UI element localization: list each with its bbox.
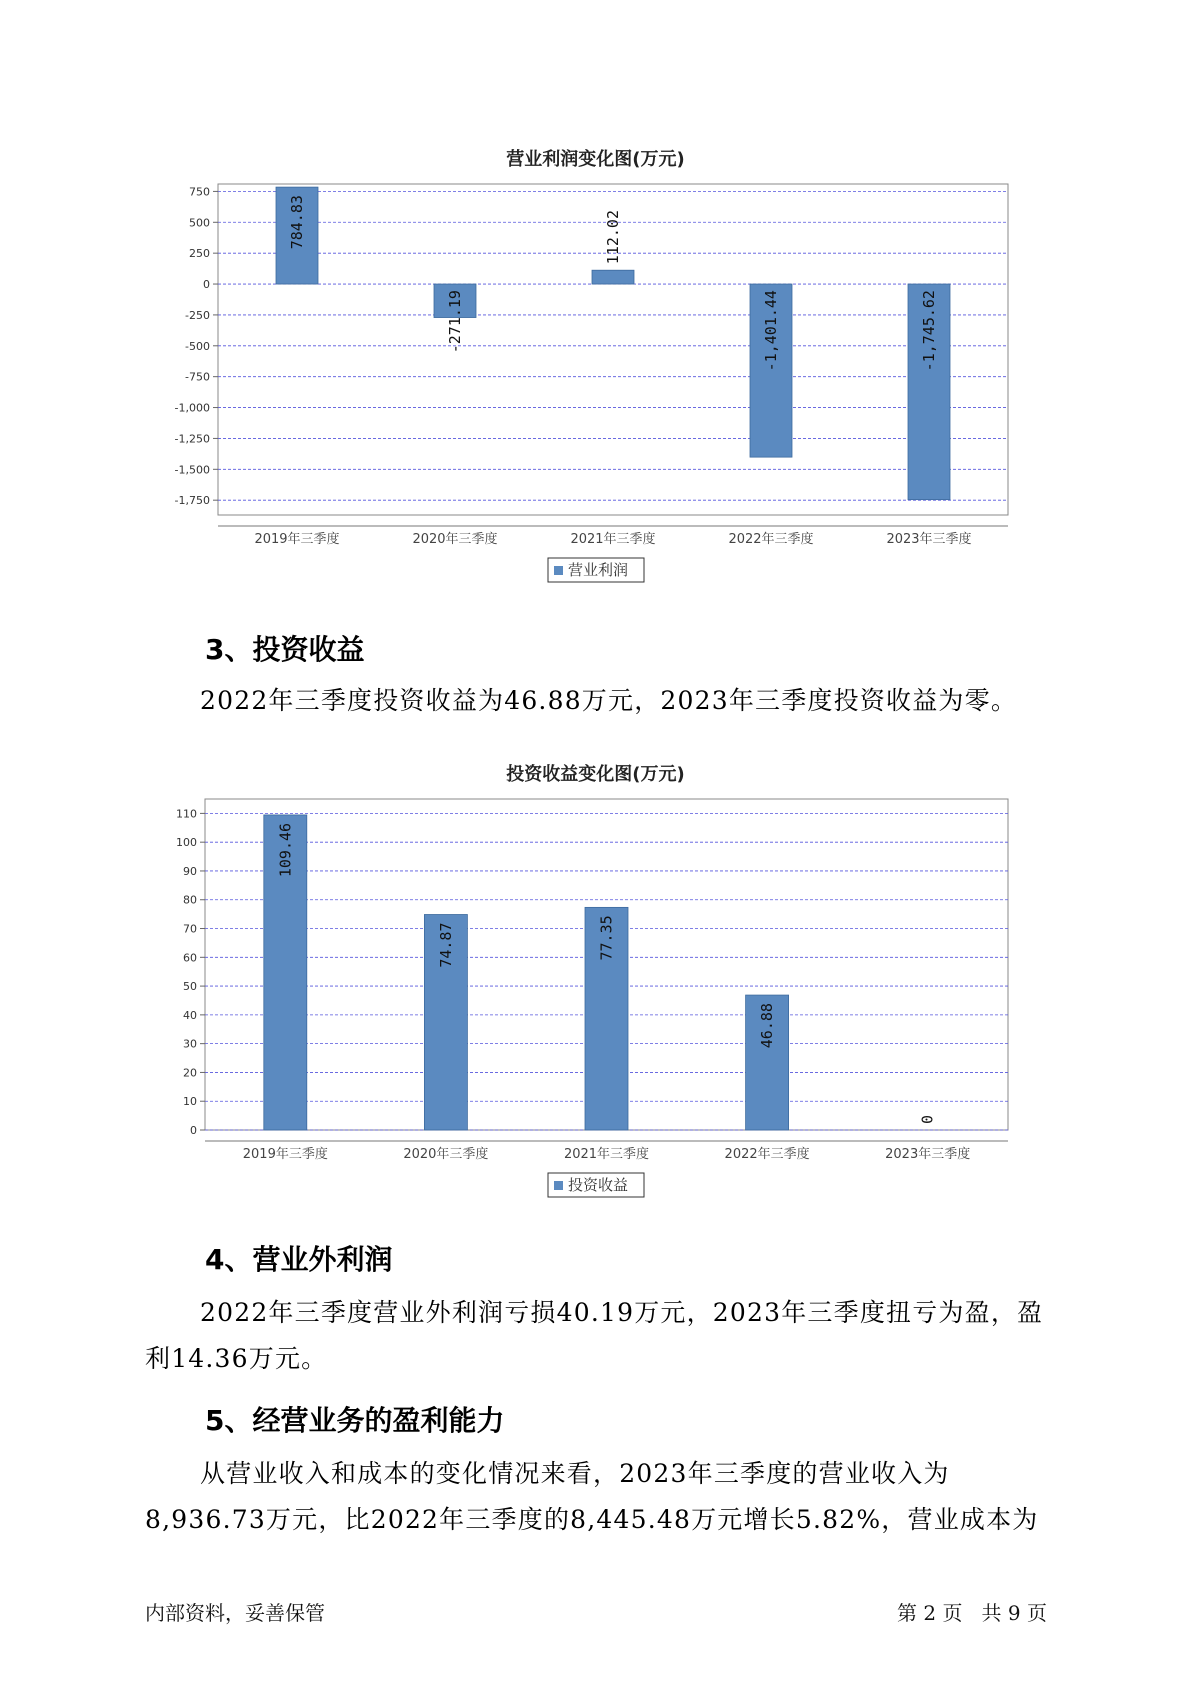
operating-profit-chart (0, 170, 1191, 590)
data-label-group (762, 290, 780, 371)
y-tick-label: 10 (183, 1095, 197, 1109)
section-heading-investment-income: 3、投资收益 (205, 633, 365, 666)
data-label: 74.87 (436, 922, 455, 968)
legend-label: 投资收益 (568, 1176, 629, 1194)
x-category-label: 2019年三季度 (242, 1147, 328, 1162)
x-category-label: 2019年三季度 (254, 532, 340, 547)
y-tick-label: 500 (189, 216, 210, 230)
x-category-label: 2020年三季度 (403, 1147, 489, 1162)
paragraph-non-operating-profit (145, 1290, 1063, 1382)
x-category-label: 2022年三季度 (724, 1147, 810, 1162)
data-label: -271.19 (446, 290, 464, 354)
bar (592, 270, 634, 284)
data-label: 784.83 (288, 195, 306, 250)
y-tick-label: -750 (185, 370, 210, 384)
section-heading-non-operating-profit: 4、营业外利润 (205, 1243, 393, 1276)
x-category-label: 2022年三季度 (728, 532, 814, 547)
data-label-group (598, 915, 616, 960)
footer-confidential: 内部资料，妥善保管 (145, 1601, 325, 1625)
x-category-label: 2023年三季度 (885, 1147, 971, 1162)
y-tick-label: -1,500 (174, 463, 210, 477)
section-heading-profitability: 5、经营业务的盈利能力 (205, 1404, 505, 1437)
y-tick-label: 90 (183, 864, 197, 878)
data-label-group (758, 1003, 776, 1048)
footer-page-number: 第 2 页 共 9 页 (897, 1601, 1047, 1625)
paragraph-line: 2022年三季度营业外利润亏损40.19万元，2023年三季度扭亏为盈，盈 (200, 1298, 1044, 1327)
y-tick-label: 50 (183, 980, 197, 994)
y-tick-label: 100 (176, 836, 197, 850)
data-label-group (437, 923, 455, 968)
y-tick-label: 250 (189, 247, 210, 261)
y-tick-label: 60 (183, 951, 197, 965)
y-tick-label: 80 (183, 893, 197, 907)
x-category-label: 2020年三季度 (412, 532, 498, 547)
y-tick-label: 110 (176, 807, 197, 821)
data-label-group (276, 823, 294, 877)
data-label: -1,401.44 (762, 290, 780, 372)
legend-swatch (554, 1181, 563, 1190)
y-tick-label: -500 (185, 339, 210, 353)
y-tick-label: 70 (183, 922, 197, 936)
y-tick-label: -1,000 (174, 401, 210, 415)
data-label: 46.88 (758, 1003, 777, 1049)
investment-income-chart (0, 785, 1191, 1205)
data-label: 112.02 (604, 210, 622, 265)
y-tick-label: -1,250 (174, 432, 210, 446)
y-tick-label: 20 (183, 1066, 197, 1080)
data-label: -1,745.62 (920, 290, 938, 372)
y-tick-label: 0 (190, 1124, 197, 1137)
data-label: 77.35 (597, 915, 616, 961)
data-label: 0 (918, 1114, 937, 1124)
paragraph-profitability (145, 1451, 1063, 1543)
data-label-group (604, 210, 622, 264)
chart-title-operating-profit: 营业利润变化图(万元) (506, 149, 685, 170)
paragraph-line: 2022年三季度投资收益为46.88万元，2023年三季度投资收益为零。 (200, 686, 1018, 715)
x-category-label: 2023年三季度 (886, 532, 972, 547)
data-label-group (919, 1115, 937, 1124)
chart-title-investment-income: 投资收益变化图(万元) (506, 764, 685, 785)
paragraph-line: 从营业收入和成本的变化情况来看，2023年三季度的营业收入为 (200, 1459, 950, 1488)
x-category-label: 2021年三季度 (570, 532, 656, 547)
data-label: 109.46 (276, 822, 295, 878)
paragraph-investment-income (145, 678, 1063, 724)
legend-swatch (554, 566, 563, 575)
y-tick-label: -250 (185, 308, 210, 322)
data-label-group (446, 290, 464, 353)
legend-label: 营业利润 (568, 561, 629, 579)
x-category-label: 2021年三季度 (563, 1147, 650, 1162)
y-tick-label: 750 (189, 185, 210, 199)
y-tick-label: -1,750 (174, 494, 210, 508)
data-label-group (920, 290, 938, 371)
paragraph-line: 8,936.73万元，比2022年三季度的8,445.48万元增长5.82%，营业成本为 (145, 1505, 1039, 1534)
y-tick-label: 40 (183, 1008, 197, 1022)
y-tick-label: 30 (183, 1037, 197, 1051)
data-label-group (288, 195, 306, 249)
paragraph-line: 利14.36万元。 (145, 1344, 328, 1373)
y-tick-label: 0 (203, 278, 210, 292)
